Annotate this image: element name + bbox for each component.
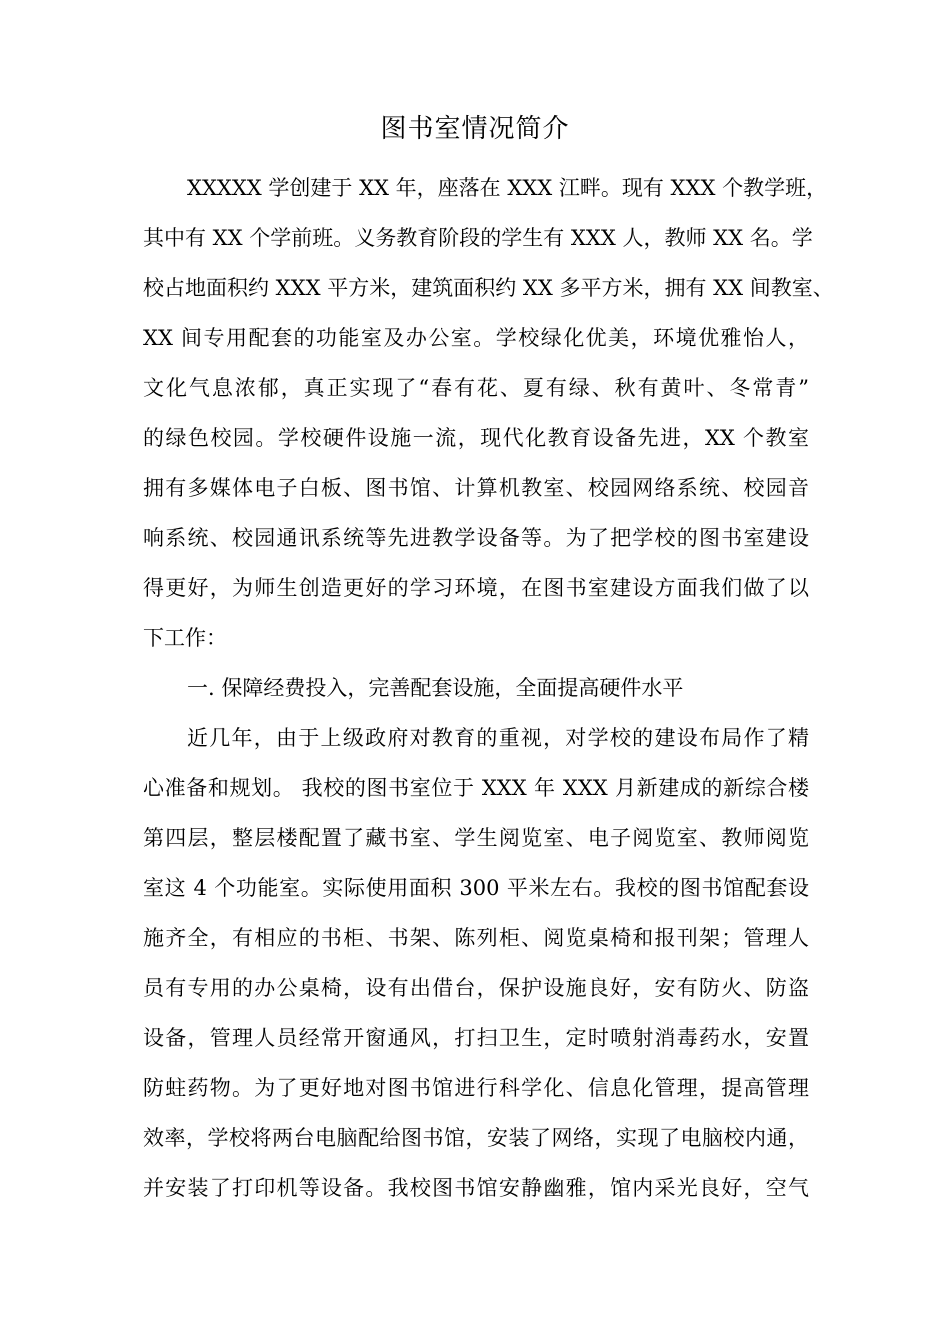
paragraph-line: 拥有多媒体电子白板、图书馆、计算机教室、校园网络系统、校园音 [143,476,809,500]
paragraph-line: 近几年，由于上级政府对教育的重视，对学校的建设布局作了精 [187,726,809,750]
paragraph-line: 文化气息浓郁，真正实现了“春有花、夏有绿、秋有黄叶、冬常青” [143,376,809,400]
paragraph-line: 员有专用的办公桌椅，设有出借台，保护设施良好，安有防火、防盗 [143,976,809,1000]
paragraph-line: 防蛀药物。为了更好地对图书馆进行科学化、信息化管理，提高管理 [143,1076,809,1100]
section-heading: 一. 保障经费投入，完善配套设施，全面提高硬件水平 [187,676,684,700]
paragraph-line: 效率，学校将两台电脑配给图书馆，安装了网络，实现了电脑校内通， [143,1126,809,1150]
paragraph-line: XXXXX 学创建于 XX 年，座落在 XXX 江畔。现有 XXX 个教学班， [187,176,828,200]
paragraph-line: 心准备和规划。 我校的图书室位于 XXX 年 XXX 月新建成的新综合楼 [143,776,809,800]
document-body [143,163,834,1213]
paragraph-line: 校占地面积约 XXX 平方米，建筑面积约 XX 多平方米，拥有 XX 间教室、 [143,276,834,300]
paragraph-line: 其中有 XX 个学前班。义务教育阶段的学生有 XXX 人，教师 XX 名。学 [143,226,813,250]
paragraph-line: 施齐全，有相应的书柜、书架、陈列柜、阅览桌椅和报刊架；管理人 [143,926,809,950]
paragraph-line: 响系统、校园通讯系统等先进教学设备等。为了把学校的图书室建设 [143,526,809,550]
paragraph-line: 设备，管理人员经常开窗通风，打扫卫生，定时喷射消毒药水，安置 [143,1026,809,1050]
paragraph-line: XX 间专用配套的功能室及办公室。学校绿化优美，环境优雅怡人， [143,326,809,350]
document-title: 图书室情况简介 [380,114,570,144]
paragraph-line: 第四层，整层楼配置了藏书室、学生阅览室、电子阅览室、教师阅览 [143,826,809,850]
paragraph-line: 并安装了打印机等设备。我校图书馆安静幽雅，馆内采光良好，空气 [143,1176,809,1200]
paragraph-line: 室这 4 个功能室。实际使用面积 300 平米左右。我校的图书馆配套设 [143,876,809,900]
paragraph-line: 下工作： [143,626,227,650]
paragraph-line: 的绿色校园。学校硬件设施一流，现代化教育设备先进，XX 个教室 [143,426,809,450]
paragraph-line: 得更好，为师生创造更好的学习环境，在图书室建设方面我们做了以 [143,576,809,600]
